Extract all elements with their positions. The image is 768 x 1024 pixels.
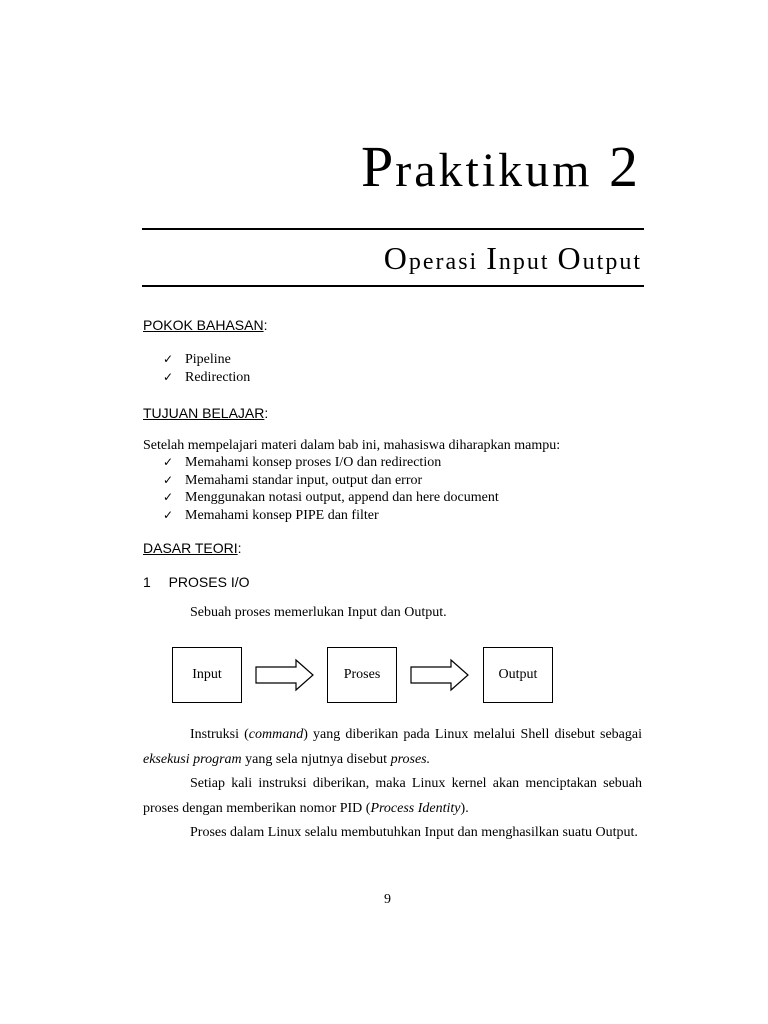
check-mark-icon: ✓ (163, 490, 174, 504)
subtitle-rest-1: perasi (408, 249, 479, 275)
subtitle-rest-2: nput (498, 249, 550, 275)
check-mark-icon: ✓ (163, 507, 174, 522)
list-item (163, 507, 499, 525)
chapter-title (360, 134, 640, 199)
pokok-bahasan-heading (143, 317, 267, 333)
right-arrow-icon (409, 658, 471, 692)
p1-text-e: yang sela njutnya disebut (241, 752, 391, 767)
section-1-heading (143, 574, 250, 590)
chapter-title-initial: P (360, 134, 396, 199)
right-arrow-icon (254, 658, 316, 692)
paragraph-2-line-2 (143, 801, 469, 817)
diagram-box-input: Input (172, 647, 242, 703)
title-rule-top (142, 228, 644, 230)
p1-text-d: eksekusi program (143, 752, 242, 767)
dasar-heading-colon: : (237, 540, 242, 556)
list-item (163, 351, 250, 369)
list-item-text: Memahami konsep PIPE dan filter (185, 507, 379, 523)
diagram-box-proses: Proses (327, 647, 397, 703)
list-item (163, 489, 499, 507)
list-item (163, 454, 499, 472)
p1-text-c: ) yang diberikan pada Linux melalui Shell disebut sebagai (303, 727, 642, 742)
tujuan-heading-text: TUJUAN BELAJAR (143, 405, 265, 421)
pokok-heading-text: POKOK BAHASAN (143, 317, 264, 333)
paragraph-1-line-1 (190, 727, 642, 743)
subtitle-cap-3: O (557, 240, 583, 276)
pokok-bahasan-list (163, 351, 250, 386)
check-mark-icon: ✓ (163, 369, 174, 384)
page-number: 9 (384, 892, 391, 907)
paragraph-3: Proses dalam Linux selalu membutuhkan Input dan menghasilkan suatu Output. (190, 825, 638, 840)
title-rule-bottom (142, 285, 644, 287)
subtitle-cap-2: I (486, 240, 499, 276)
chapter-title-rest: raktikum (395, 144, 593, 197)
p1-text-b: command (248, 727, 304, 742)
p2-text-c: Process Identity (370, 801, 461, 816)
list-item-text: Memahami konsep proses I/O dan redirection (185, 455, 442, 470)
list-item-text: Redirection (185, 369, 251, 385)
tujuan-heading-colon: : (264, 405, 269, 421)
list-item-text: Memahami standar input, output dan error (185, 472, 423, 488)
p2-text-b: proses dengan memberikan nomor PID ( (143, 801, 371, 816)
list-item (163, 472, 499, 490)
dasar-heading-text: DASAR TEORI (143, 540, 238, 556)
paragraph-2-line-1: Setiap kali instruksi diberikan, maka Linux kernel akan menciptakan sebuah (190, 776, 642, 791)
check-mark-icon: ✓ (163, 455, 174, 469)
list-item-text: Menggunakan notasi output, append dan here document (185, 490, 499, 505)
dasar-teori-heading (143, 540, 242, 556)
section-number: 1 (143, 574, 151, 590)
section-title: PROSES I/O (168, 574, 250, 590)
tujuan-belajar-heading (143, 405, 268, 421)
p2-text-d: ). (460, 801, 469, 816)
subtitle-cap-1: O (383, 240, 409, 276)
pokok-heading-colon: : (263, 317, 268, 333)
list-item (163, 369, 250, 387)
list-item-text: Pipeline (185, 352, 231, 367)
check-mark-icon: ✓ (163, 352, 174, 366)
diagram-box-output: Output (483, 647, 553, 703)
check-mark-icon: ✓ (163, 472, 174, 487)
tujuan-belajar-list (163, 454, 499, 524)
p1-text-f: proses. (390, 752, 431, 767)
section-1-intro: Sebuah proses memerlukan Input dan Output. (190, 605, 447, 620)
subtitle-rest-3: utput (582, 249, 642, 275)
p1-text-a: Instruksi ( (190, 727, 249, 742)
tujuan-intro: Setelah mempelajari materi dalam bab ini, mahasiswa diharapkan mampu: (143, 438, 561, 453)
chapter-number: 2 (609, 134, 640, 199)
paragraph-1-line-2 (143, 752, 430, 768)
chapter-subtitle (384, 242, 642, 274)
